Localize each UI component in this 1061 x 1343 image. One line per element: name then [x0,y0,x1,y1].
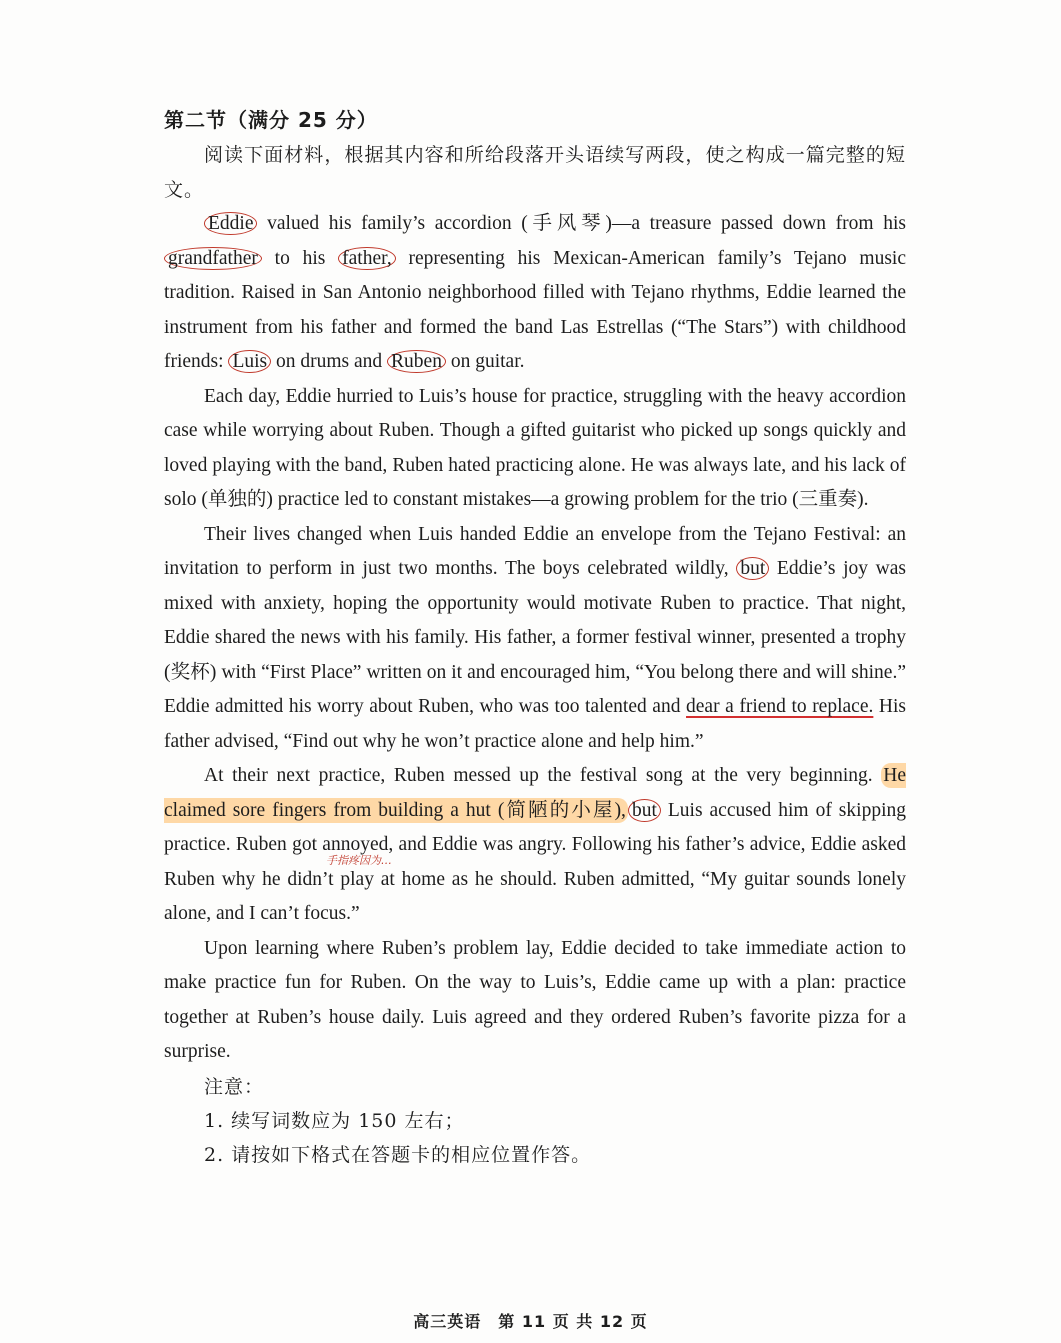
circled-word-ruben: Ruben [387,350,446,373]
circled-word-but: but [736,557,769,580]
p1-text-2: to his [261,247,339,269]
underlined-phrase: dear a friend to replace. [686,696,874,717]
p3-text-1: Their lives changed when Luis handed Eddie an envelope from the Tejano Festival: an invitation to perform in just two months. The boys celebrated wildly, [164,523,906,579]
p4-text-2: Luis accused him of skipping practice. Ruben got annoyed, and Eddie was angry. Following his father’s advice, Eddie asked Ruben why he didn’t play at home as he should. Ruben admitted, “My guitar sounds lonely alone, and I can’t focus.” [164,799,906,924]
p1-text-5: on guitar. [445,351,525,372]
p3-text-3: His father advised, “Find out why he won’t practice alone and help him.” [164,696,907,752]
paragraph-3 [164,518,906,760]
instruction-text: 阅读下面材料，根据其内容和所给段落开头语续写两段，使之构成一篇完整的短文。 [164,144,906,201]
page-footer: 高三英语 第 11 页 共 12 页 [413,1312,648,1331]
circled-word-eddie: Eddie [204,212,257,235]
notes-block [164,1070,906,1172]
paragraph-2: Each day, Eddie hurried to Luis’s house for practice, struggling with the heavy accordion case while worrying about Ruben. Though a gifted guitarist who picked up songs quickly and loved playing with the band, Ruben hated practicing alone. He was always late, and his lack of solo (单独的) practice led to constant mistakes—a growing problem for the trio (三重奏). [164,385,906,510]
p3-text-2: Eddie’s joy was mixed with anxiety, hoping the opportunity would motivate Ruben to practice. That night, Eddie shared the news with his family. His father, a former festival winner, presented a trophy (奖杯) with “First Place” written on it and encouraged him, “You belong there and will shine.” Eddie admitted his worry about Ruben, who was too talented and [164,558,906,717]
circled-word-luis: Luis [228,350,271,373]
note-item-1: 1. 续写词数应为 150 左右； [204,1109,465,1132]
circled-word-grandfather: grandfather [164,247,262,270]
notes-heading: 注意： [204,1075,265,1098]
highlighted-sentence: He claimed sore fingers from building a hut (简陋的小屋), [164,765,906,821]
paragraph-1 [164,207,906,380]
page-content [164,102,906,1172]
p4-text-1: At their next practice, Ruben messed up the festival song at the very beginning. [204,765,882,786]
p1-text-3: representing his Mexican-American family’s Tejano music tradition. Raised in San Antonio neighborhood filled with Tejano rhythms, Eddie learned the instrument from his father and formed the band Las Estrellas (“The Stars”) with childhood friends: [164,247,906,372]
p1-text-1: valued his family’s accordion (手风琴)—a treasure passed down from his [257,213,906,234]
note-item-2: 2. 请按如下格式在答题卡的相应位置作答。 [204,1143,592,1166]
section-title: 第二节（满分 25 分） [164,108,378,132]
circled-word-but-2: but [628,799,661,822]
circled-word-father: father, [338,247,396,270]
handwritten-note: 手指疼因为… [326,854,392,867]
paragraph-5: Upon learning where Ruben’s problem lay, Eddie decided to take immediate action to make practice fun for Ruben. On the way to Luis’s, Eddie came up with a plan: practice together at Ruben’s house daily. Luis agreed and they ordered Ruben’s favorite pizza for a surprise. [164,937,906,1062]
paragraph-4 [164,759,906,932]
p1-text-4: on drums and [271,351,388,372]
